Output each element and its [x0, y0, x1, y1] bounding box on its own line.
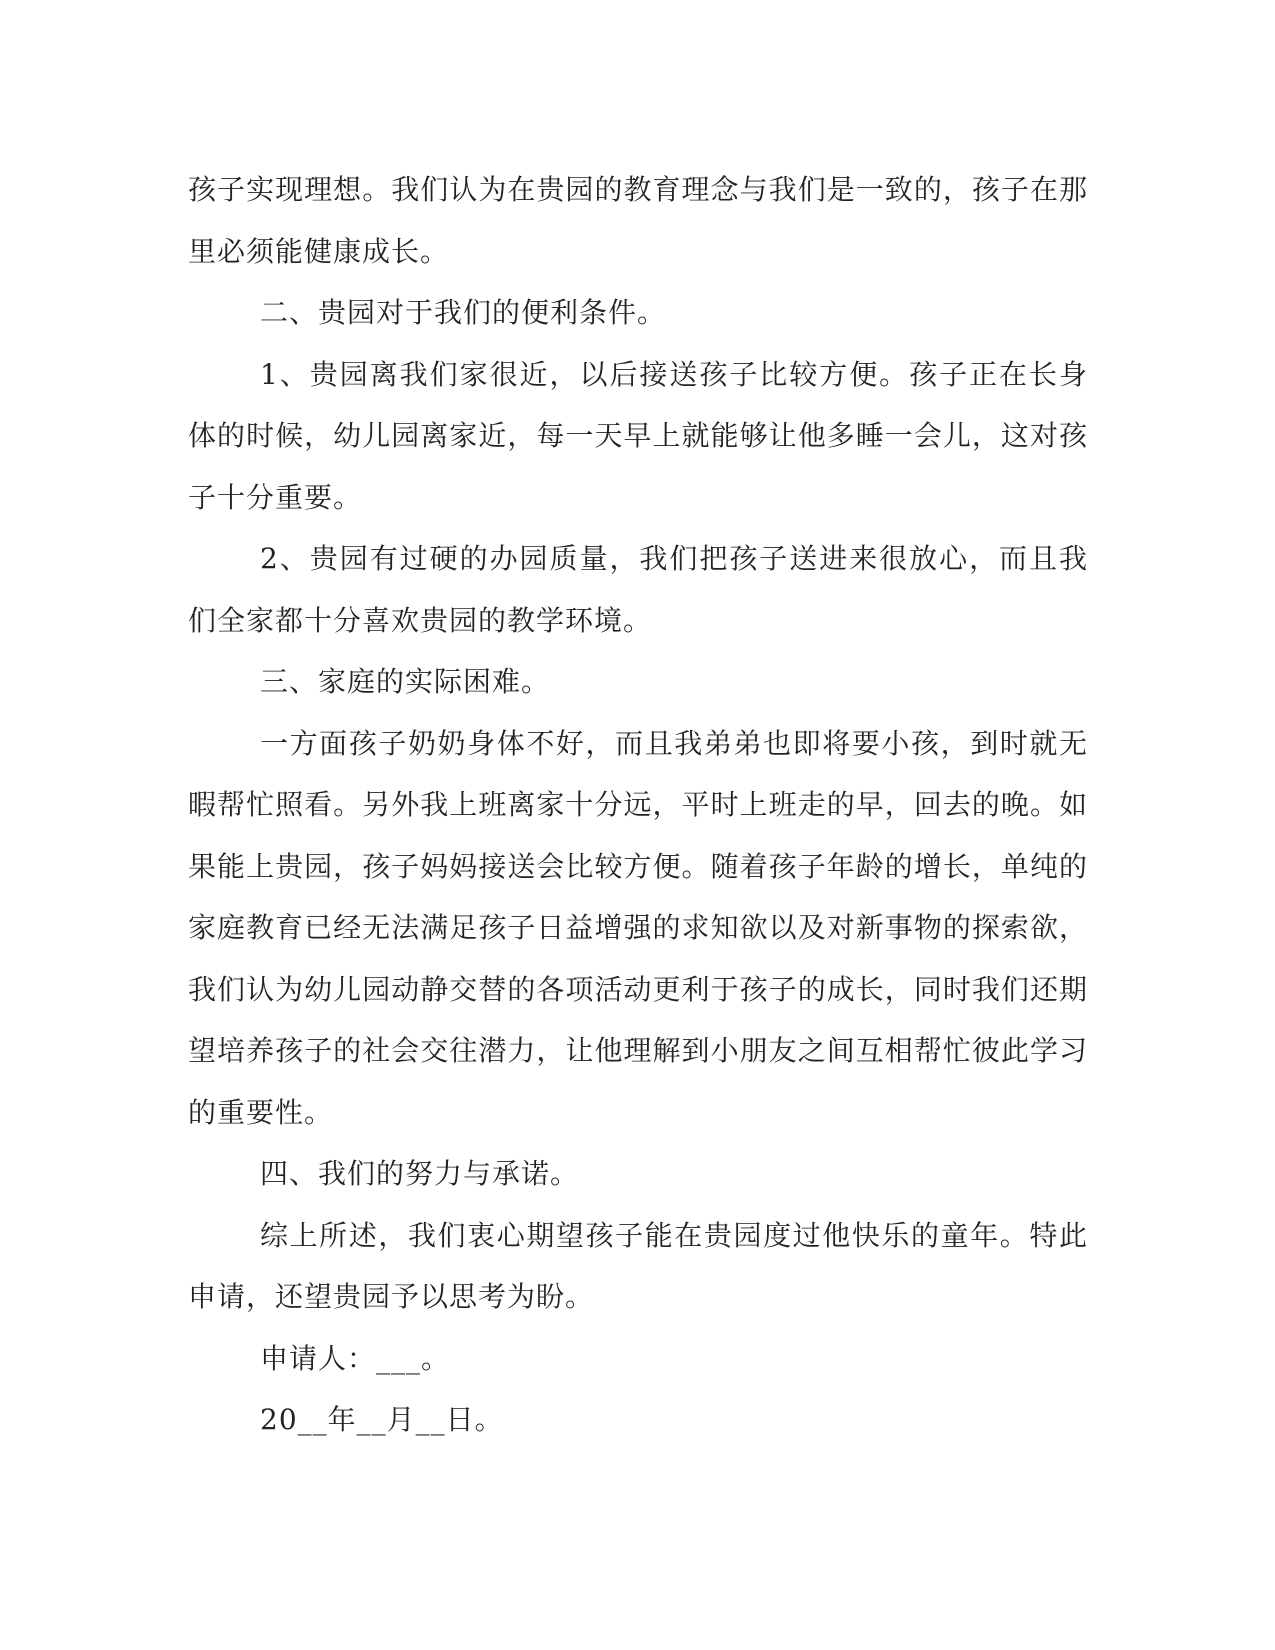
paragraph-conclusion: 综上所述，我们衷心期望孩子能在贵园度过他快乐的童年。特此申请，还望贵园予以思考为盼。 — [188, 1218, 1088, 1313]
paragraph-item-2: 2、贵园有过硬的办园质量，我们把孩子送进来很放心，而且我们全家都十分喜欢贵园的教学环境。 — [188, 542, 1088, 637]
paragraph-family-difficulties: 一方面孩子奶奶身体不好，而且我弟弟也即将要小孩，到时就无暇帮忙照看。另外我上班离家十分远，平时上班走的早，回去的晚。如果能上贵园，孩子妈妈接送会比较方便。随着孩子年龄的增长，单纯的家庭教育已经无法满足孩子日益增强的求知欲以及对新事物的探索欲，我们认为幼儿园动静交替的各项活动更利于孩子的成长，同时我们还期望培养孩子的社会交往潜力，让他理解到小朋友之间互相帮忙彼此学习的重要性。 — [188, 726, 1088, 1129]
section-heading-2: 二、贵园对于我们的便利条件。 — [260, 296, 667, 329]
applicant-line: 申请人：___。 — [260, 1341, 451, 1375]
paragraph-continuation: 孩子实现理想。我们认为在贵园的教育理念与我们是一致的，孩子在那里必须能健康成长。 — [188, 173, 1088, 268]
date-line: 20__年__月__日。 — [260, 1403, 504, 1436]
paragraph-item-1: 1、贵园离我们家很近，以后接送孩子比较方便。孩子正在长身体的时候，幼儿园离家近，每一天早上就能够让他多睡一会儿，这对孩子十分重要。 — [188, 357, 1088, 514]
section-heading-3: 三、家庭的实际困难。 — [260, 665, 551, 698]
document-body — [188, 159, 1088, 1451]
section-heading-4: 四、我们的努力与承诺。 — [260, 1157, 580, 1190]
